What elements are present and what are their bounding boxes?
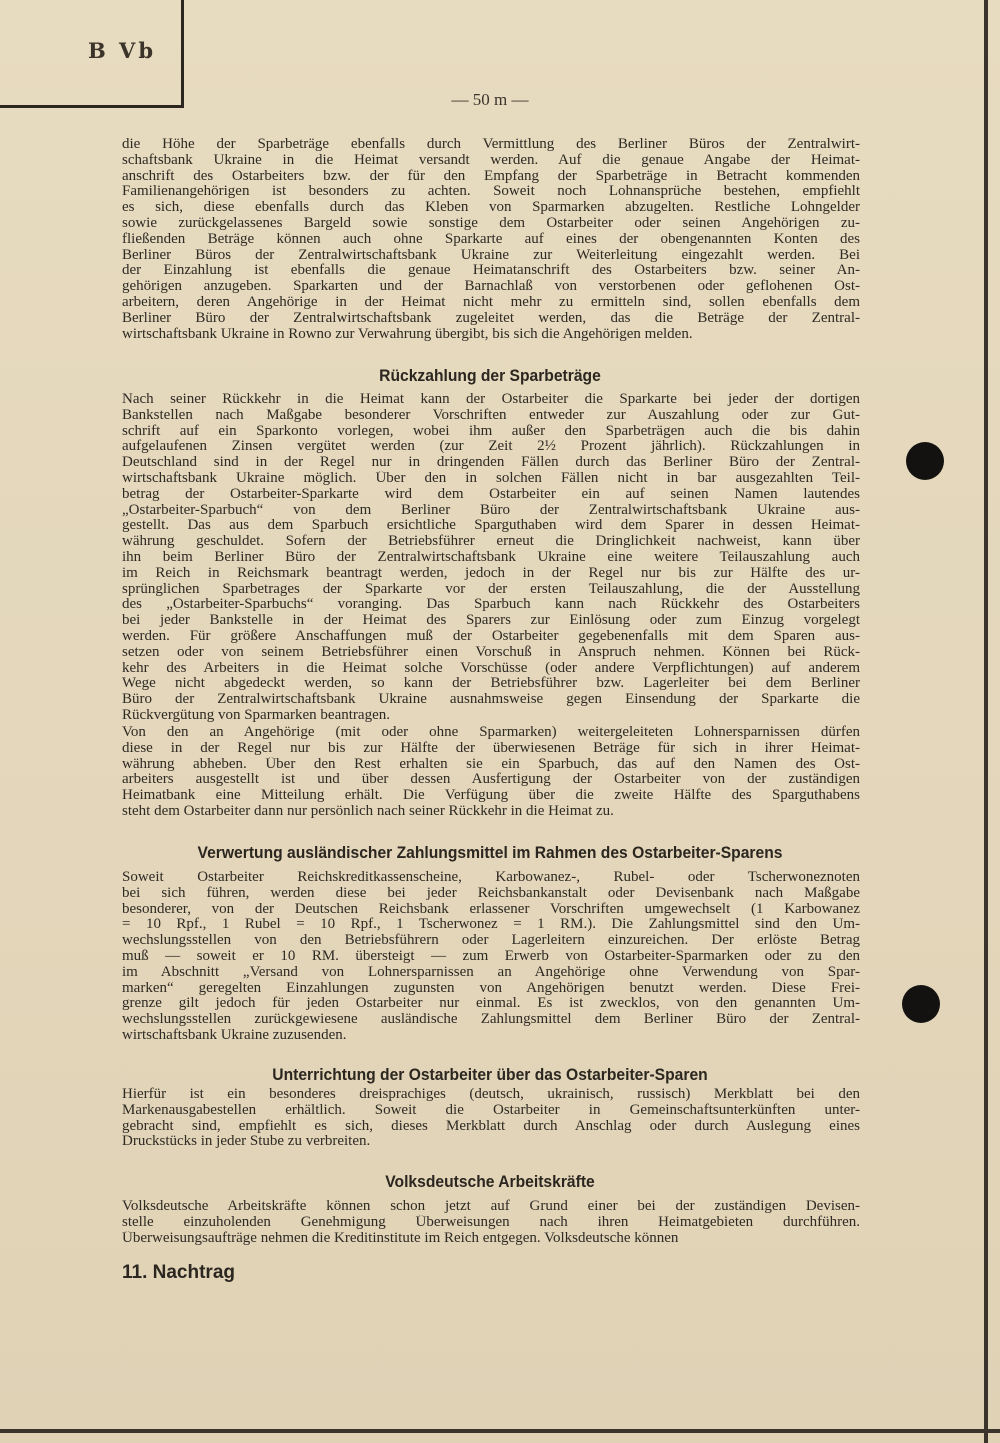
text-line: besonderer, von der Deutschen Reichsbank erlassener Vorschriften umgewechselt (1 Karbowanez xyxy=(122,901,860,917)
text-line: die Höhe der Sparbeträge ebenfalls durch Vermittlung des Berliner Büros der Zentralwirt- xyxy=(122,137,860,152)
text-line: sowie zurückgelassenes Bargeld sowie sonstige dem Ostarbeiter oder seinen Angehörigen zu- xyxy=(122,215,860,231)
paragraph-2 xyxy=(122,392,860,724)
text-line: „Ostarbeiter-Sparbuch“ von dem Berliner Büro der Zentralwirtschaftsbank Ukraine aus- xyxy=(122,502,860,518)
text-line: Überweisungsaufträge nehmen die Kreditinstitute im Reich entgegen. Volksdeutsche können xyxy=(122,1230,679,1246)
corner-label: B Vb xyxy=(88,38,157,63)
paragraph-6 xyxy=(122,1199,860,1246)
text-line: bei sich führen, werden diese bei jeder Reichsbankanstalt oder Devisenbank nach Maßgabe xyxy=(122,885,860,901)
text-line: Markenausgabestellen erhältlich. Soweit die Ostarbeiter in Gemeinschaftsunterkünften unter- xyxy=(122,1102,860,1118)
text-line: im Abschnitt „Versand von Lohnersparnissen an Angehörige ohne Verwendung von Spar- xyxy=(122,964,860,980)
text-line: Von den an Angehörige (mit oder ohne Sparmarken) weitergeleiteten Lohnersparnissen dürfen xyxy=(122,725,860,740)
text-line: wirtschaftsbank Ukraine zuzusenden. xyxy=(122,1027,347,1043)
punch-hole-upper xyxy=(906,442,944,480)
text-line: aufgelaufenen Zinsen vergütet werden (zur Zeit 2½ Prozent jährlich). Rückzahlungen in xyxy=(122,439,860,455)
text-line: gehörigen anzugeben. Sparkarten und der Barnachlaß von verstorbenen oder geflohenen Ost- xyxy=(122,279,860,295)
text-line: Familienangehörigen ist besonders zu achten. Soweit noch Lohnansprüche bestehen, empfiehlt xyxy=(122,184,860,200)
text-line: währung geschuldet. Sofern der Betriebsführer erneut die Dringlichkeit nachweist, kann über xyxy=(122,534,860,550)
text-line: Berliner Büro der Zentralwirtschaftsbank zugeleitet werden, das die Beträge der Zentral- xyxy=(122,310,860,326)
heading-unterrichtung: Unterrichtung der Ostarbeiter über das Ostarbeiter-Sparen xyxy=(272,1065,708,1084)
text-line: arbeitern, deren Angehörige in der Heimat nicht mehr zu ermitteln sind, sollen ebenfalls dem xyxy=(122,294,860,310)
text-line: Büro der Zentralwirtschaftsbank Ukraine ausnahmsweise gegen Einsendung der Sparkarte die xyxy=(122,692,860,708)
text-line: grenze gilt jedoch für jeden Ostarbeiter nur einmal. Es ist zwecklos, von den genannten Um- xyxy=(122,996,860,1012)
paragraph-3 xyxy=(122,725,860,820)
text-line: währung abheben. Über den Rest erhalten sie ein Sparbuch, das auf den Namen des Ost- xyxy=(122,756,860,772)
text-line: muß — soweit er 10 RM. übersteigt — zum Erwerb von Ostarbeiter-Sparmarken oder zu den xyxy=(122,948,860,964)
punch-hole-lower xyxy=(902,985,940,1023)
text-line: Nach seiner Rückkehr in die Heimat kann der Ostarbeiter die Sparkarte bei jeder der dortigen xyxy=(122,392,860,407)
supplement-label: 11. Nachtrag xyxy=(122,1262,235,1283)
heading-volksdeutsche: Volksdeutsche Arbeitskräfte xyxy=(385,1172,595,1191)
text-line: Rückvergütung von Sparmarken beantragen. xyxy=(122,707,390,723)
text-line: des „Ostarbeiter-Sparbuchs“ voranging. Das Sparbuch kann nach Rückkehr des Ostarbeiters xyxy=(122,597,860,613)
text-line: betrag der Ostarbeiter-Sparkarte wird dem Ostarbeiter ein auf seinen Namen lautendes xyxy=(122,486,860,502)
text-line: schrift auf ein Sparkonto vorlegen, wobei ihm außer den Sparbeträgen auch die bis dahin xyxy=(122,423,860,439)
text-line: Soweit Ostarbeiter Reichskreditkassenscheine, Karbowanez-, Rubel- oder Tscherwoneznoten xyxy=(122,870,860,885)
text-line: gebracht sind, empfiehlt es sich, dieses Merkblatt durch Anschlag oder durch Auslegung eines xyxy=(122,1118,860,1134)
text-line: marken“ geregelten Einzahlungen zugunsten von Angehörigen benutzt werden. Diese Frei- xyxy=(122,980,860,996)
text-line: anschrift des Ostarbeiters bzw. der für den Empfang der Sparbeträge in Betracht kommenden xyxy=(122,168,860,184)
text-line: wechslungsstellen von den Betriebsführern oder Lagerleitern einzureichen. Der erlöste Betrag xyxy=(122,933,860,949)
heading-verwertung: Verwertung ausländischer Zahlungsmittel im Rahmen des Ostarbeiter-Sparens xyxy=(197,843,783,862)
text-line: Berliner Büros der Zentralwirtschaftsbank Ukraine zur Weiterleitung eingezahlt werden. Bei xyxy=(122,247,860,263)
page-edge-bottom xyxy=(0,1429,1000,1433)
text-line: der Einzahlung ist ebenfalls die genaue Heimatanschrift des Ostarbeiters bzw. seiner An- xyxy=(122,263,860,279)
text-line: Volksdeutsche Arbeitskräfte können schon jetzt auf Grund einer bei der zuständigen Devisen- xyxy=(122,1199,860,1214)
text-line: setzen oder von seinem Betriebsführer einen Vorschuß in Anspruch nehmen. Können bei Rück- xyxy=(122,644,860,660)
page-edge-right xyxy=(984,0,988,1443)
text-line: diese in der Regel nur bis zur Hälfte der überwiesenen Beträge für sich in ihrer Heimat- xyxy=(122,740,860,756)
text-line: Deutschland sind in der Regel nur in dringenden Fällen durch das Berliner Büro der Zentral- xyxy=(122,455,860,471)
text-line: sprünglichen Sparbetrages der Sparkarte vor der ersten Teilauszahlung, die der Ausstellung xyxy=(122,581,860,597)
text-line: werden. Für größere Anschaffungen muß der Ostarbeiter gegebenenfalls mit dem Sparen aus- xyxy=(122,628,860,644)
text-line: bei jeder Bankstelle in der Heimat des Sparers zur Einlösung oder zum Einzug vorgelegt xyxy=(122,613,860,629)
text-line: stelle einzuholenden Genehmigung Überweisungen nach ihren Heimatgebieten durchführen. xyxy=(122,1214,860,1230)
paragraph-1 xyxy=(122,137,860,342)
paragraph-5 xyxy=(122,1087,860,1150)
text-line: fließenden Beträge können auch ohne Sparkarte auf eines der obengenannten Konten des xyxy=(122,231,860,247)
text-line: Bankstellen nach Maßgabe besonderer Vorschriften entweder zur Auszahlung oder zur Gut- xyxy=(122,407,860,423)
text-line: Heimatbank eine Mitteilung erhält. Die Verfügung über die zweite Hälfte des Sparguthabens xyxy=(122,788,860,804)
text-line: es sich, diese ebenfalls durch das Kleben von Sparmarken abzugelten. Restliche Lohngelder xyxy=(122,200,860,216)
text-line: = 10 Rpf., 1 Rubel = 10 Rpf., 1 Tscherwonez = 1 RM.). Die Zahlungsmittel sind den Um- xyxy=(122,917,860,933)
text-line: gestellt. Das aus dem Sparbuch ersichtliche Sparguthaben wird dem Sparer in dessen Heimat- xyxy=(122,518,860,534)
text-line: wirtschaftsbank Ukraine möglich. Über den in solchen Fällen nicht in bar ausgezahlten Teil- xyxy=(122,470,860,486)
text-line: im Reich in Reichsmark beantragt werden, jedoch in der Regel nur bis zur Hälfte des ur- xyxy=(122,565,860,581)
text-line: ihn beim Berliner Büro der Zentralwirtschaftsbank Ukraine eine weitere Teilauszahlung auch xyxy=(122,549,860,565)
text-line: arbeiters ausgestellt ist und über dessen Ausfertigung der Ostarbeiter von der zuständigen xyxy=(122,772,860,788)
text-line: Wege nicht abgedeckt werden, so kann der Betriebsführer bzw. Lagerleiter bei dem Berliner xyxy=(122,676,860,692)
page-number: — 50 m — xyxy=(451,90,529,109)
text-line: Druckstücks in jeder Stube zu verbreiten. xyxy=(122,1134,371,1150)
text-line: kehr des Arbeiters in die Heimat solche Vorschüsse (oder andere Verpflichtungen) auf anderem xyxy=(122,660,860,676)
heading-rueckzahlung: Rückzahlung der Sparbeträge xyxy=(379,366,601,385)
text-line: wirtschaftsbank Ukraine in Rowno zur Verwahrung übergibt, bis sich die Angehörigen melden. xyxy=(122,326,693,342)
text-line: wechslungsstellen zurückgewiesene ausländische Zahlungsmittel dem Berliner Büro der Zentral- xyxy=(122,1012,860,1028)
text-line: Hierfür ist ein besonderes dreisprachiges (deutsch, ukrainisch, russisch) Merkblatt bei den xyxy=(122,1087,860,1102)
paragraph-4 xyxy=(122,870,860,1044)
text-line: schaftsbank Ukraine in die Heimat versandt werden. Auf die genaue Angabe der Heimat- xyxy=(122,152,860,168)
text-line: steht dem Ostarbeiter dann nur persönlich nach seiner Rückkehr in die Heimat zu. xyxy=(122,803,614,819)
